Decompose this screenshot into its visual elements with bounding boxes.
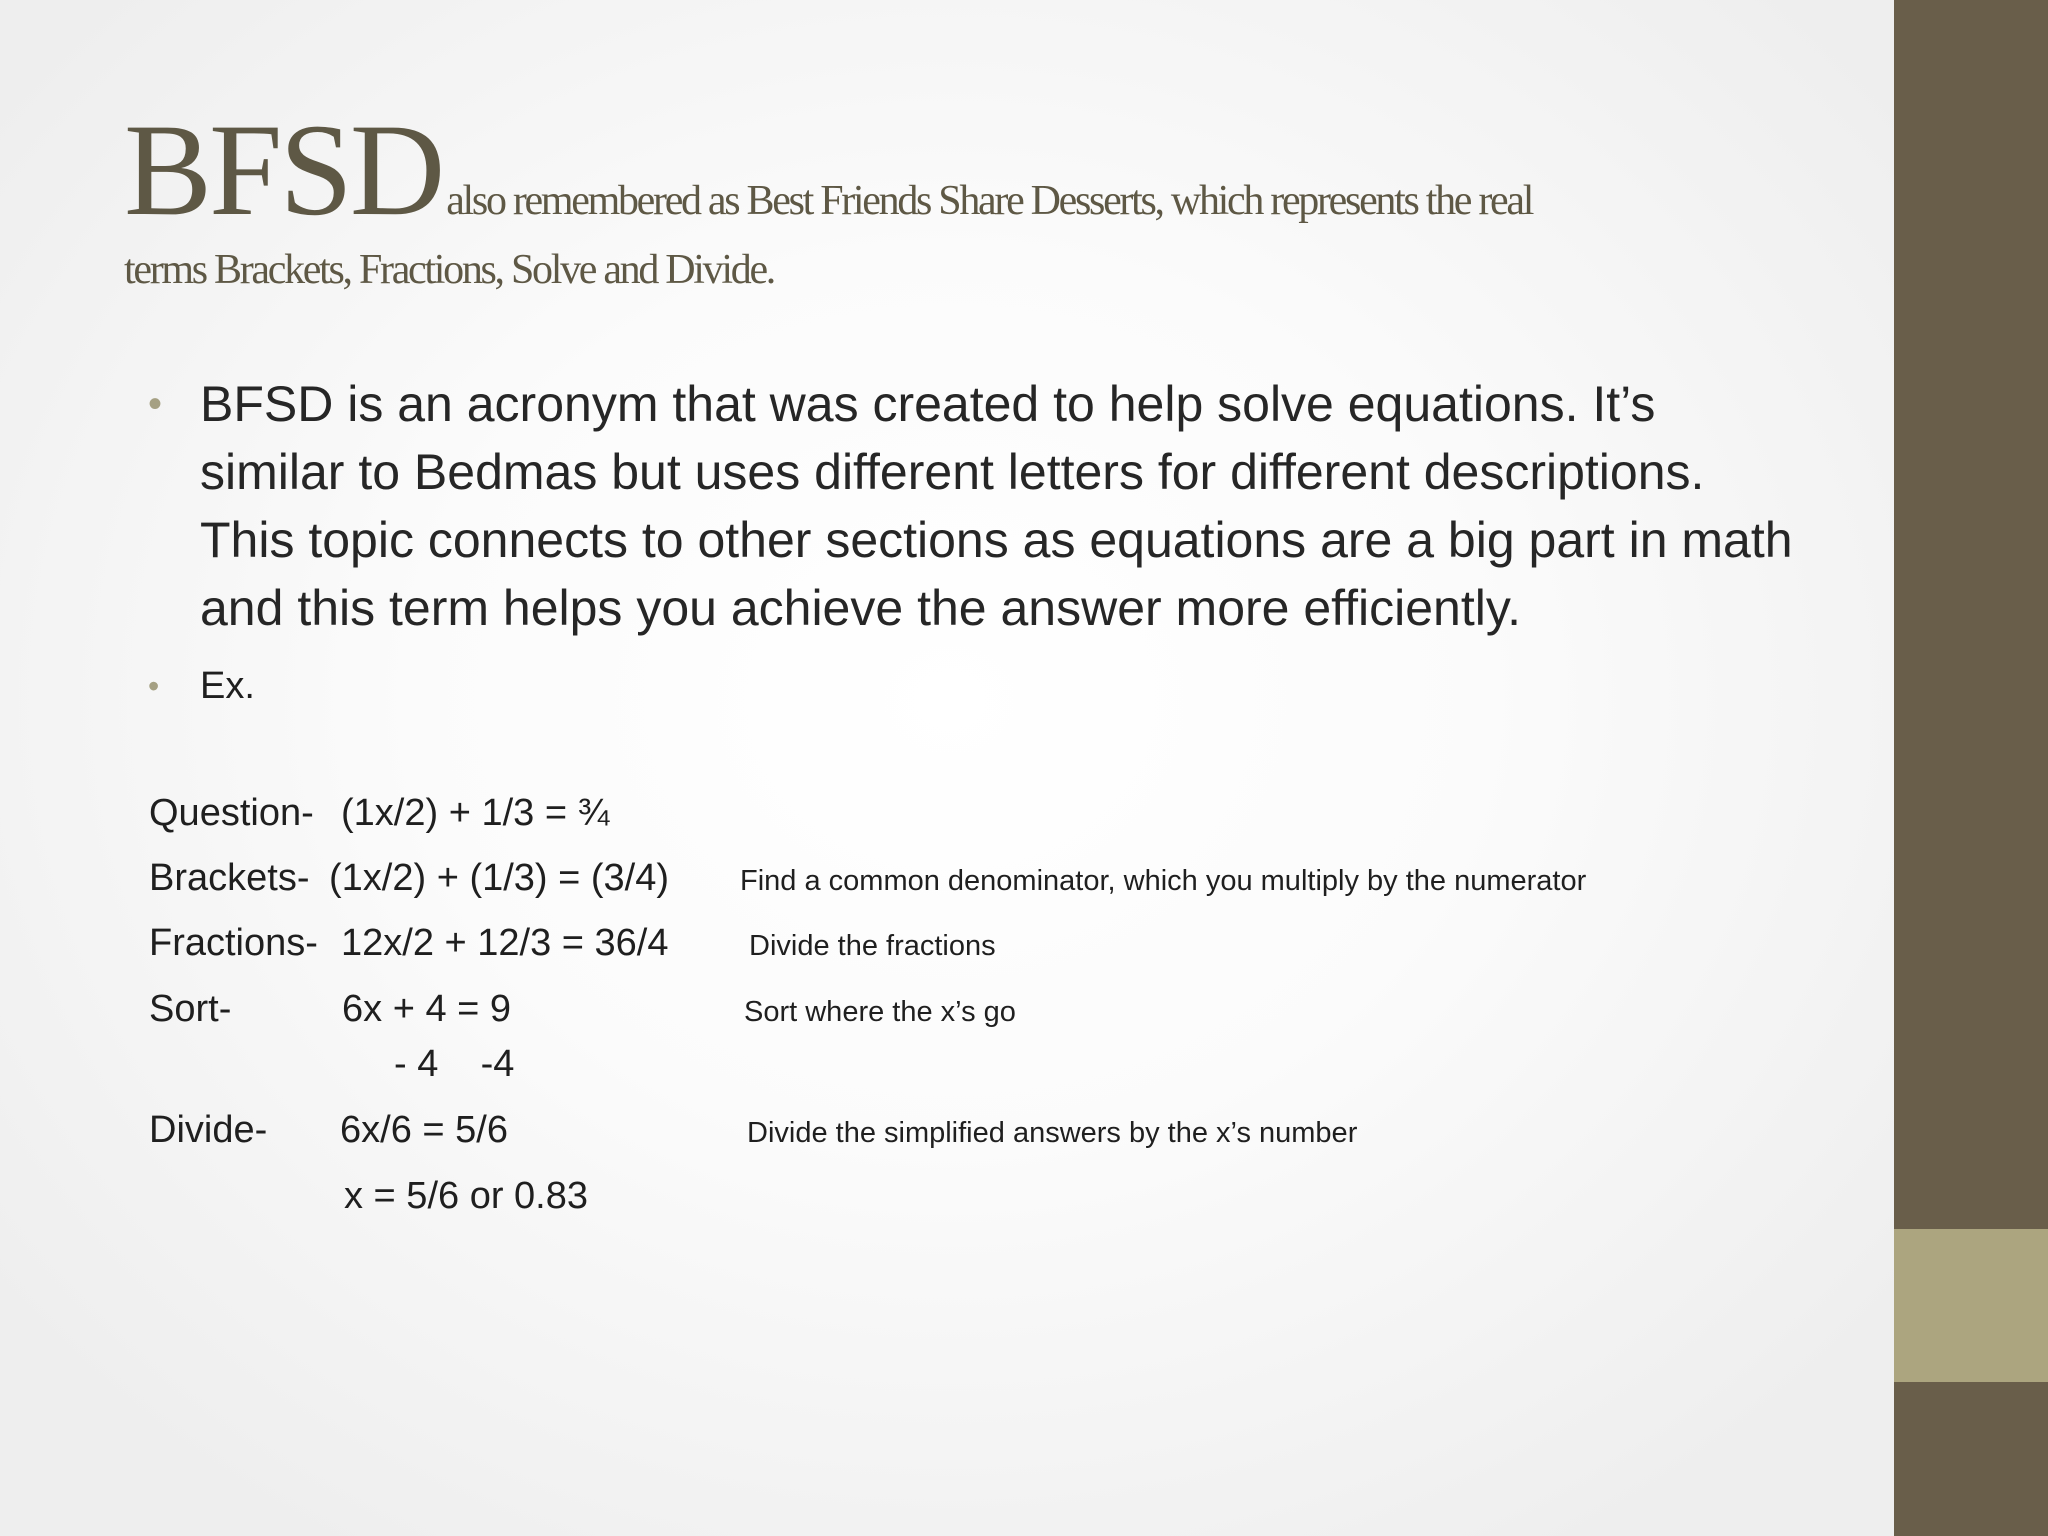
title-main: BFSD <box>124 96 443 243</box>
step-note: Divide the simplified answers by the x’s number <box>747 1117 1358 1149</box>
step-equation: (1x/2) + 1/3 = ¾ <box>341 792 610 834</box>
title-subtitle-line2: terms Brackets, Fractions, Solve and Divide. <box>124 247 774 293</box>
step-equation: 6x + 4 = 9 <box>342 988 512 1030</box>
sidebar-accent-band <box>1894 1229 2048 1382</box>
step-note: Find a common denominator, which you multiply by the numerator <box>740 865 1587 897</box>
step-equation: x = 5/6 or 0.83 <box>344 1175 588 1217</box>
bullet-text: Ex. <box>200 665 255 707</box>
bullet-text: BFSD is an acronym that was created to help solve equations. It’s similar to Bedmas but uses different letters for different descriptions. This topic connects to other sections as equations are a big part in math and this term helps you achieve the answer more efficiently. <box>200 376 1793 636</box>
step-equation: 12x/2 + 12/3 = 36/4 <box>341 922 669 964</box>
step-note: Divide the fractions <box>749 930 996 962</box>
step-label: Fractions- <box>149 922 318 964</box>
step-equation: (1x/2) + (1/3) = (3/4) <box>329 857 670 899</box>
bullet-item <box>148 370 1808 642</box>
step-equation: - 4 -4 <box>394 1043 515 1085</box>
step-label: Question- <box>149 792 314 834</box>
step-label: Brackets- <box>149 857 310 899</box>
slide-title <box>124 96 1764 294</box>
step-label: Divide- <box>149 1109 268 1151</box>
step-equation: 6x/6 = 5/6 <box>340 1109 508 1151</box>
bullet-dot-icon: • <box>148 382 163 426</box>
bullet-item <box>148 660 1808 712</box>
bullet-list <box>148 370 1808 712</box>
title-subtitle-line1: also remembered as Best Friends Share Desserts, which represents the real <box>446 178 1533 224</box>
step-label: Sort- <box>149 988 232 1030</box>
step-note: Sort where the x’s go <box>744 996 1016 1028</box>
bullet-dot-icon: • <box>148 668 160 704</box>
